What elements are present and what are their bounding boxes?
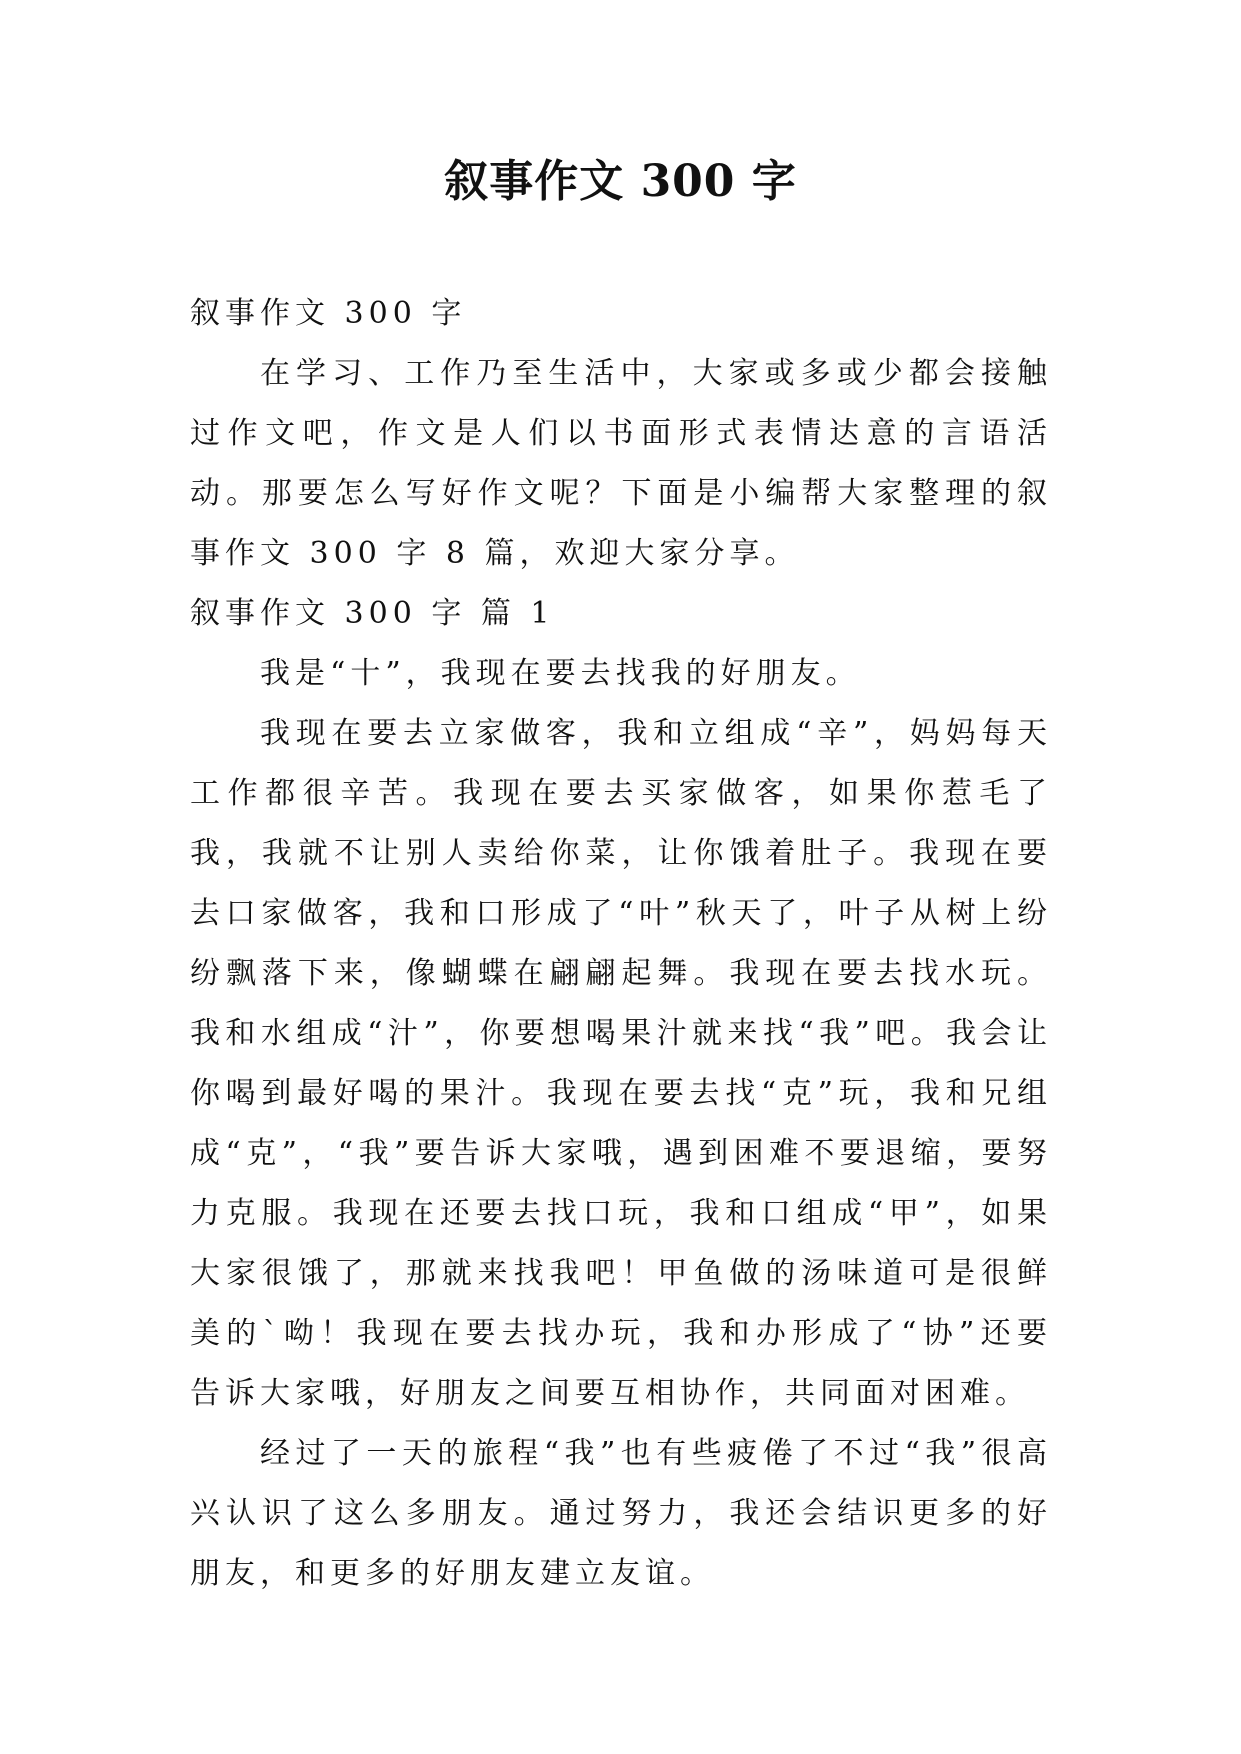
section-heading: 叙事作文 300 字 篇 1 [190, 596, 555, 631]
body-paragraph: 我现在要去立家做客，我和立组成“辛”，妈妈每天工作都很辛苦。我现在要去买家做客，如果你惹毛了我，我就不让别人卖给你菜，让你饿着肚子。我现在要去口家做客，我和口形成了“叶”秋天了，叶子从树上纷纷飘落下来，像蝴蝶在翩翩起舞。我现在要去找水玩。我和水组成“汁”，你要想喝果汁就来找“我”吧。我会让你喝到最好喝的果汁。我现在要去找“克”玩，我和兄组成“克”，“我”要告诉大家哦，遇到困难不要退缩，要努力克服。我现在还要去找口玩，我和口组成“甲”，如果大家很饿了，那就来找我吧！甲鱼做的汤味道可是很鲜美的`呦！我现在要去找办玩，我和办形成了“协”还要告诉大家哦，好朋友之间要互相协作，共同面对困难。 [190, 716, 1052, 1411]
document-title: 叙事作文 300 字 [444, 156, 797, 207]
body-paragraph: 经过了一天的旅程“我”也有些疲倦了不过“我”很高兴认识了这么多朋友。通过努力，我还会结识更多的好朋友，和更多的好朋友建立友谊。 [190, 1436, 1052, 1591]
body-paragraph: 我是“十”，我现在要去找我的好朋友。 [260, 656, 861, 691]
document-body [190, 284, 1052, 1604]
intro-paragraph: 在学习、工作乃至生活中，大家或多或少都会接触过作文吧，作文是人们以书面形式表情达意的言语活动。那要怎么写好作文呢？下面是小编帮大家整理的叙事作文 300 字 8 篇，欢迎大家分享。 [190, 356, 1052, 571]
subtitle-paragraph: 叙事作文 300 字 [190, 296, 467, 331]
